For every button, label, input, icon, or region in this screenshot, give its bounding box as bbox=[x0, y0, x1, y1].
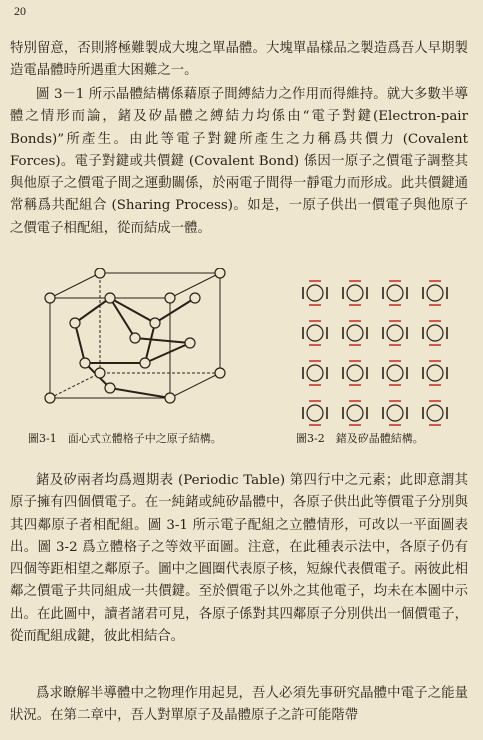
paragraph-1: 特別留意，否則將極難製成大塊之單晶體。大塊單晶樣品之製造爲吾人早期製造電晶體時所遇重大困難之一。 bbox=[10, 41, 468, 79]
page-number: 20 bbox=[14, 4, 26, 18]
atom-nucleus bbox=[347, 405, 363, 421]
planar-lattice-figure bbox=[290, 268, 450, 428]
atom-nucleus bbox=[347, 365, 363, 381]
atom-nucleus bbox=[427, 405, 443, 421]
atom-nucleus bbox=[387, 285, 403, 301]
atom-nucleus bbox=[307, 365, 323, 381]
atom-nucleus bbox=[387, 365, 403, 381]
atom-nucleus bbox=[307, 325, 323, 341]
atom-nucleus bbox=[387, 405, 403, 421]
atom-nucleus bbox=[427, 365, 443, 381]
crystal-lattice-figure bbox=[30, 268, 240, 428]
paragraph-2: 圖 3－1 所示晶體結構係藉原子間縛結力之作用而得維持。就大多數半導體之情形而論，鍺及矽晶體之縛結力均係由“電子對鍵(Electron-pair Bonds)”所產生。由此等電子對鍵所產生之力稱爲共價力 (Covalent Forces)。電子對鍵或共價鍵 (Covalent Bond) 係因一原子之價電子調整其與他原子之價電子間之運動關係，於兩電子間得一靜電力而形成。此共價鍵通常稱爲共配組合 (Sharing Process)。如是，一原子供出一價電子與他原子之價電子相配組，從而結成一體。 bbox=[10, 87, 468, 236]
paragraph-3: 鍺及矽兩者均爲週期表 (Periodic Table) 第四行中之元素；此即意謂其原子擁有四個價電子。在一純鍺或純矽晶體中，各原子供出此等價電子分別與其四鄰原子者相配組。圖 3-1 所示電子配組之立體情形，可改以一平面圖表出。圖 3-2 爲立體格子之等效平面圖。注意，在此種表示法中，各原子仍有四個等距相望之鄰原子。圖中之圓圈代表原子核，短線代表價電子。兩彼此相鄰之價電子共同組成一共價鍵。至於價電子以外之其他電子，均未在本圖中示出。在此圖中，讀者諸君可見，各原子係對其四鄰原子分別供出一個價電子，從而配組成鍵，彼此相結合。 bbox=[10, 473, 468, 645]
paragraph-4: 爲求瞭解半導體中之物理作用起見，吾人必須先事研究晶體中電子之能量狀況。在第二章中，吾人對單原子及晶體原子之許可能階帶 bbox=[10, 686, 468, 724]
atom-nucleus bbox=[427, 325, 443, 341]
atom-nucleus bbox=[387, 325, 403, 341]
figure-1-caption: 圖3-1 面心式立體格子中之原子結構。 bbox=[28, 432, 222, 445]
atom-nucleus bbox=[307, 285, 323, 301]
atom-nucleus bbox=[427, 285, 443, 301]
atom-nucleus bbox=[347, 325, 363, 341]
atom-nucleus bbox=[347, 285, 363, 301]
atom-nucleus bbox=[307, 405, 323, 421]
figure-2-caption: 圖3-2 鍺及矽晶體結構。 bbox=[296, 432, 424, 445]
